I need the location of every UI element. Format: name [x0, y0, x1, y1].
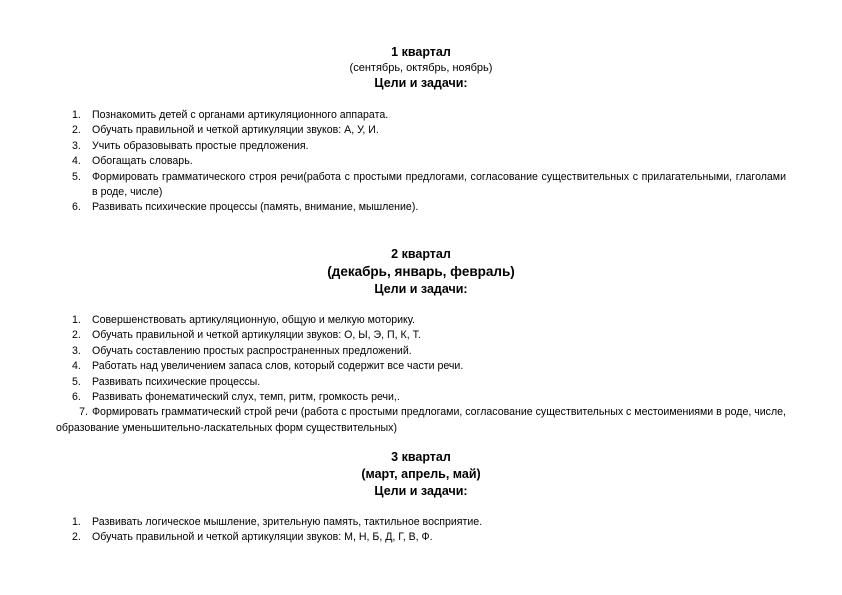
- quarter-1-goals-heading: Цели и задачи:: [374, 76, 468, 90]
- quarter-2-goals-heading: Цели и задачи:: [374, 282, 468, 296]
- list-item: 2. Обучать правильной и четкой артикуляции звуков: О, Ы, Э, П, К, Т.: [72, 329, 421, 342]
- quarter-1-task-list: [56, 108, 786, 216]
- list-item: 7. Формировать грамматический строй речи (работа с простыми предлогами, согласование существительных с местоимениями в роде, числе, образование уменьшительно-ласкательных форм существительных): [56, 406, 786, 434]
- quarter-3-task-list: [56, 515, 786, 546]
- quarter-1-section: [56, 44, 786, 216]
- quarter-2-section: [56, 246, 786, 436]
- list-item: 3. Учить образовывать простые предложения.: [72, 139, 309, 152]
- quarter-2-task-list: [56, 313, 786, 436]
- list-item: 4. Работать над увеличением запаса слов, который содержит все части речи.: [72, 360, 464, 373]
- list-item: 5. Формировать грамматического строя речи(работа с простыми предлогами, согласование существительных с прилагательными, глаголами в роде, числе): [72, 170, 786, 199]
- quarter-2-title: 2 квартал: [391, 247, 451, 261]
- list-item: 1. Совершенствовать артикуляционную, общую и мелкую моторику.: [72, 314, 415, 326]
- list-item: 6. Развивать психические процессы (память, внимание, мышление).: [72, 201, 419, 214]
- quarter-3-title: 3 квартал: [391, 450, 451, 464]
- list-item: 1. Познакомить детей с органами артикуляционного аппарата.: [72, 109, 389, 121]
- list-item: 6. Развивать фонематический слух, темп, ритм, громкость речи,.: [72, 391, 400, 404]
- quarter-3-goals-heading: Цели и задачи:: [374, 484, 468, 498]
- quarter-1-months: (сентябрь, октябрь, ноябрь): [349, 62, 493, 74]
- list-item: 3. Обучать составлению простых распространенных предложений.: [72, 344, 412, 357]
- list-item: 5. Развивать психические процессы.: [72, 375, 261, 388]
- quarter-3-months: (март, апрель, май): [361, 467, 481, 481]
- list-item: 4. Обогащать словарь.: [72, 155, 193, 168]
- quarter-2-months: (декабрь, январь, февраль): [327, 264, 515, 279]
- quarter-3-section: [56, 449, 786, 546]
- list-item: 1. Развивать логическое мышление, зрительную память, тактильное восприятие.: [72, 516, 483, 528]
- list-item: 2. Обучать правильной и четкой артикуляции звуков: М, Н, Б, Д, Г, В, Ф.: [72, 531, 433, 544]
- list-item: 2. Обучать правильной и четкой артикуляции звуков: А, У, И.: [72, 124, 379, 137]
- quarter-1-title: 1 квартал: [391, 45, 451, 59]
